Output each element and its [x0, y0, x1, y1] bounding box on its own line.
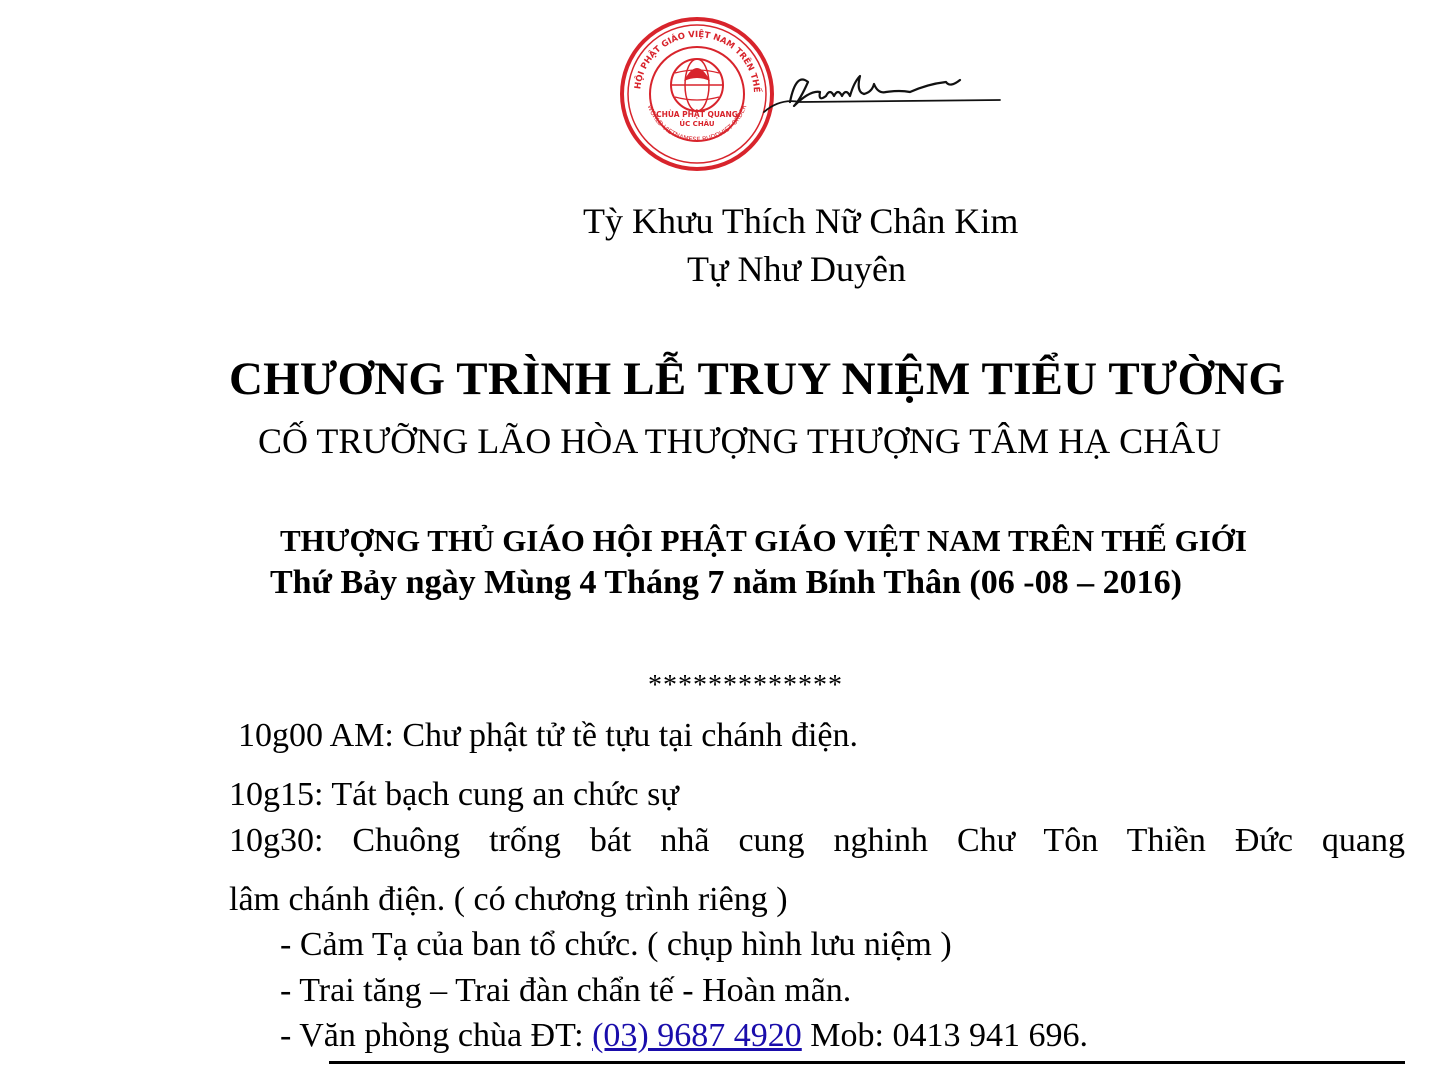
document-subtitle: CỐ TRƯỠNG LÃO HÒA THƯỢNG THƯỢNG TÂM HẠ CHÂU	[258, 421, 1222, 461]
schedule-item: 10g15: Tát bạch cung an chức sự	[229, 776, 679, 813]
svg-text:CHÙA PHẬT QUANG: CHÙA PHẬT QUANG	[656, 110, 738, 119]
schedule-item: 10g00 AM: Chư phật tử tề tựu tại chánh điện.	[238, 717, 858, 754]
phone-link[interactable]: (03) 9687 4920	[592, 1017, 802, 1054]
mobile-number: Mob: 0413 941 696.	[801, 1017, 1088, 1054]
schedule-item-continuation: lâm chánh điện. ( có chương trình riêng )	[229, 881, 788, 918]
event-date: Thứ Bảy ngày Mùng 4 Tháng 7 năm Bính Thân (06 -08 – 2016)	[270, 564, 1182, 601]
svg-text:ÚC CHÂU: ÚC CHÂU	[679, 120, 715, 128]
contact-line	[280, 1017, 1088, 1055]
schedule-item: 10g30: Chuông trống bát nhã cung nghinh Chư Tôn Thiền Đức quang	[229, 822, 1405, 859]
document-title: CHƯƠNG TRÌNH LỄ TRUY NIỆM TIỂU TƯỜNG	[229, 353, 1286, 405]
svg-text:WORLD VIETNAMESE BUDDHIST ORDE: WORLD VIETNAMESE BUDDHIST ORDER	[645, 103, 749, 144]
contact-prefix: - Văn phòng chùa ĐT:	[280, 1017, 593, 1054]
program-bullet: - Cảm Tạ của ban tổ chức. ( chụp hình lưu niệm )	[280, 926, 952, 963]
bottom-rule	[329, 1061, 1405, 1064]
asterisk-divider: *************	[648, 670, 843, 701]
organization-line: THƯỢNG THỦ GIÁO HỘI PHẬT GIÁO VIỆT NAM TRÊN THẾ GIỚI	[280, 523, 1247, 558]
temple-seal	[618, 15, 776, 173]
handwritten-signature	[760, 62, 1010, 132]
signer-name: Tỳ Khưu Thích Nữ Chân Kim	[583, 201, 1019, 241]
svg-text:GIÁO HỘI PHẬT GIÁO VIỆT NAM TR: HỘI PHẬT GIÁO VIỆT NAM TRÊN THẾ	[633, 29, 762, 93]
signer-dharma-name: Tự Như Duyên	[687, 249, 906, 289]
program-bullet: - Trai tăng – Trai đàn chẩn tế - Hoàn mãn.	[280, 972, 852, 1009]
